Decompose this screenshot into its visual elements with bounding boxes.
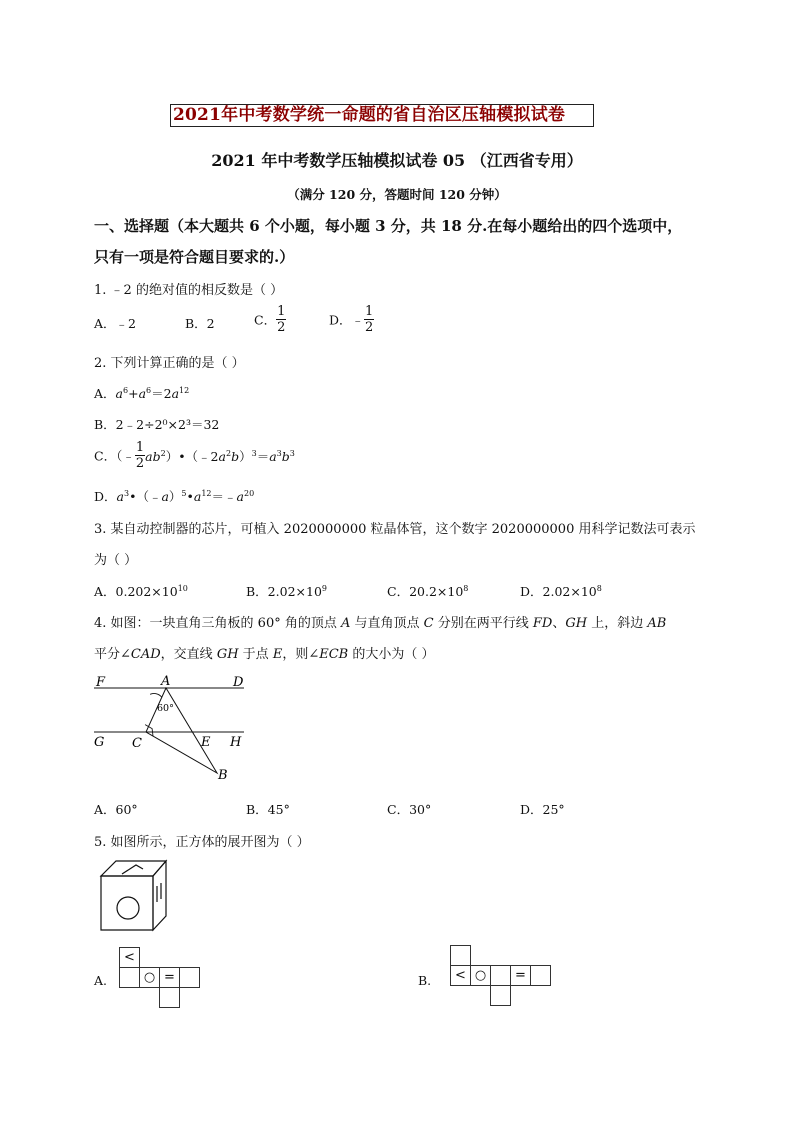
net-b-cell-bottom bbox=[490, 985, 511, 1006]
q2-option-c-fraction bbox=[135, 441, 145, 470]
label-h: H bbox=[230, 735, 242, 750]
q3-option-d bbox=[520, 582, 602, 600]
q4-stem-line2: 平分∠CAD，交直线 GH 于点 E，则∠ECB 的大小为（ ） bbox=[94, 647, 435, 662]
page-title: 2021 年中考数学压轴模拟试卷 05 （江西省专用） bbox=[211, 151, 583, 170]
q5-stem: 5. 如图所示，正方体的展开图为（ ） bbox=[94, 835, 310, 850]
q3-option-d-base: D．2.02×10 bbox=[520, 584, 597, 599]
q1-option-d-numerator: 1 bbox=[365, 304, 374, 319]
q2-option-a bbox=[94, 384, 189, 402]
q2-option-c: C．（﹣ $\frac{1}{2}$ $ab^2)•(﹣2a^2b)^3=a^3b^3$ bbox=[94, 440, 295, 471]
label-f: F bbox=[96, 675, 106, 690]
net-a-cell-eq: = bbox=[159, 967, 180, 988]
q2-stem: 2. 下列计算正确的是（ ） bbox=[94, 356, 245, 371]
q5-option-a-label: A. bbox=[94, 973, 108, 988]
label-d: D bbox=[233, 675, 244, 690]
net-b-cell-circle: ○ bbox=[470, 965, 491, 986]
net-a-cell-circle: ○ bbox=[139, 967, 160, 988]
cube-front-face bbox=[101, 876, 153, 930]
q1-option-a: A．﹣2 bbox=[94, 316, 136, 331]
q3-option-a bbox=[94, 582, 188, 600]
q5-option-b-label: B. bbox=[418, 973, 432, 988]
q4-option-d: D．25° bbox=[520, 802, 565, 817]
q4-option-a: A．60° bbox=[94, 802, 138, 817]
net-a-cell-blank bbox=[119, 967, 140, 988]
q2-option-d-expression: $a^3•(﹣a)^5•a^{12}=﹣a^{20}$ bbox=[116, 488, 255, 504]
q1-option-b: B．2 bbox=[185, 316, 215, 331]
q1-option-d bbox=[329, 305, 374, 334]
net-a-cell-bottom bbox=[159, 987, 180, 1008]
q3-option-c-exponent: 8 bbox=[463, 583, 469, 593]
circle-icon bbox=[117, 897, 139, 919]
q3-option-b bbox=[246, 582, 327, 600]
net-b-cell-blank bbox=[490, 965, 511, 986]
less-than-icon bbox=[122, 865, 143, 874]
label-b: B bbox=[218, 768, 228, 783]
q1-option-d-label: D．﹣ bbox=[329, 312, 365, 328]
q4-option-b: B．45° bbox=[246, 802, 290, 817]
q1-option-c-numerator: 1 bbox=[277, 304, 286, 319]
q2-option-d bbox=[94, 487, 254, 505]
net-b-cell-top bbox=[450, 945, 471, 966]
q4-stem-line1: 4. 如图：一块直角三角板的 60° 角的顶点 A 与直角顶点 C 分别在两平行线 FD、GH 上，斜边 AB bbox=[94, 616, 667, 631]
q2-option-a-expression: $a^6+a^6=2a^{12}$ bbox=[115, 385, 190, 401]
section-heading-line2: 只有一项是符合题目要求的.） bbox=[94, 248, 295, 266]
q3-option-c bbox=[387, 582, 468, 600]
section-heading-line1: 一、选择题（本大题共 6 个小题，每小题 3 分，共 18 分.在每小题给出的四个选项中， bbox=[94, 217, 683, 235]
q3-option-b-exponent: 9 bbox=[321, 583, 327, 593]
exam-info: （满分 120 分，答题时间 120 分钟） bbox=[287, 187, 507, 202]
q3-option-a-exponent: 10 bbox=[177, 583, 188, 593]
q3-option-d-exponent: 8 bbox=[596, 583, 602, 593]
q1-option-c-denominator: 2 bbox=[277, 320, 286, 335]
q3-option-a-base: A．0.202×10 bbox=[94, 584, 178, 599]
net-b-cell-eq: = bbox=[510, 965, 531, 986]
angle-arc bbox=[150, 693, 162, 697]
label-e: E bbox=[201, 735, 211, 750]
q1-option-d-denominator: 2 bbox=[365, 320, 374, 335]
q2-option-c-denominator: 2 bbox=[135, 456, 145, 471]
net-a-cell-lt: < bbox=[119, 947, 140, 968]
q5-cube-figure bbox=[96, 856, 168, 934]
q1-option-c-label: C． bbox=[254, 312, 277, 328]
q1-stem: 1. ﹣2 的绝对值的相反数是（ ） bbox=[94, 283, 284, 298]
net-a-cell-blank2 bbox=[179, 967, 200, 988]
q2-option-c-label: C． bbox=[94, 448, 117, 464]
series-banner: 2021年中考数学统一命题的省自治区压轴模拟试卷 bbox=[170, 104, 594, 127]
q4-option-c: C．30° bbox=[387, 802, 432, 817]
net-b-cell-lt: < bbox=[450, 965, 471, 986]
triangle-acb bbox=[146, 688, 217, 773]
q1-option-c-fraction bbox=[276, 305, 286, 334]
q2-option-c-numerator: 1 bbox=[135, 440, 145, 455]
label-a: A bbox=[161, 674, 171, 689]
angle-label: 60° bbox=[157, 703, 174, 714]
cube-right-face bbox=[153, 861, 166, 930]
q2-option-a-label: A． bbox=[94, 386, 116, 401]
q3-stem-line2: 为（ ） bbox=[94, 553, 138, 568]
q2-option-b: B．2﹣2÷2⁰×2³＝32 bbox=[94, 417, 220, 432]
q1-option-c bbox=[254, 305, 286, 334]
label-g: G bbox=[94, 735, 105, 750]
label-c: C bbox=[132, 736, 142, 751]
q2-option-d-label: D． bbox=[94, 489, 117, 504]
q3-option-c-base: C．20.2×10 bbox=[387, 584, 464, 599]
q4-figure bbox=[88, 670, 258, 785]
q3-option-b-base: B．2.02×10 bbox=[246, 584, 322, 599]
net-b-cell-blank2 bbox=[530, 965, 551, 986]
q1-option-d-fraction bbox=[364, 305, 374, 334]
q3-stem-line1: 3. 某自动控制器的芯片，可植入 2020000000 粒晶体管，这个数字 2020000000 用科学记数法可表示 bbox=[94, 522, 696, 537]
cube-top-face bbox=[101, 861, 166, 876]
